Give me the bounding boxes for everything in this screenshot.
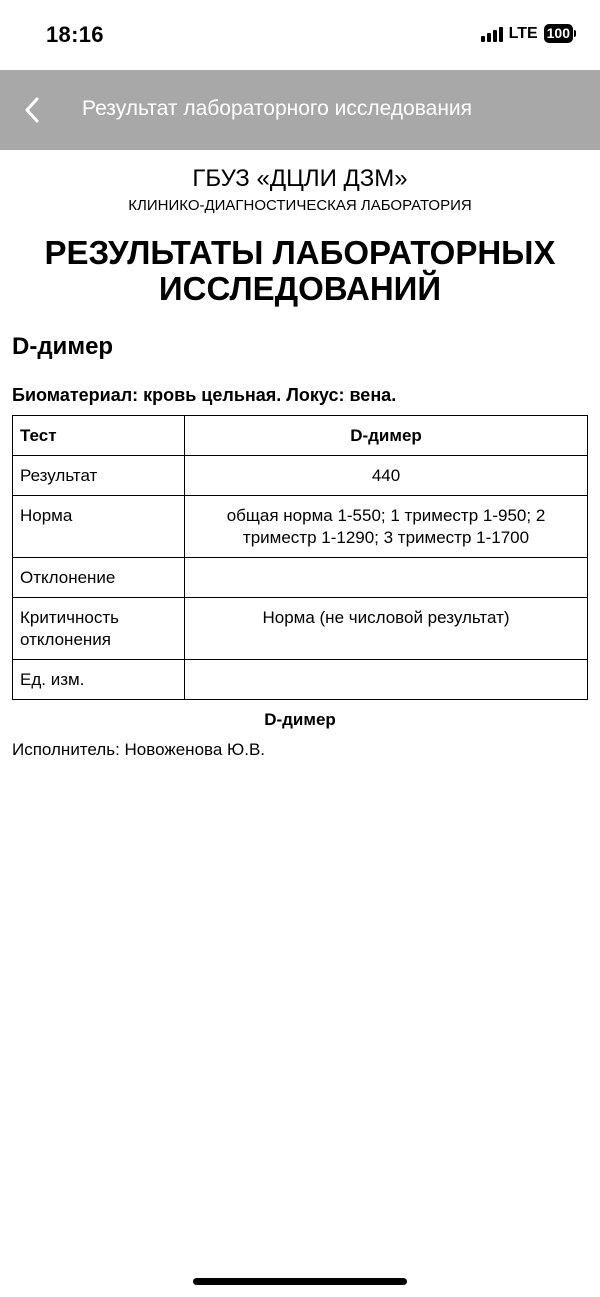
row-value-deviation (185, 558, 588, 598)
row-label-norm: Норма (13, 496, 185, 558)
table-header-row (13, 416, 588, 456)
results-table (12, 415, 588, 700)
signal-bars-icon (481, 26, 503, 42)
row-value-norm: общая норма 1-550; 1 триместр 1-950; 2 триместр 1-1290; 3 триместр 1-1700 (185, 496, 588, 558)
org-name: ГБУЗ «ДЦЛИ ДЗМ» (192, 165, 408, 192)
status-indicators (481, 24, 576, 43)
table-row (13, 558, 588, 598)
row-label-criticality: Критичность отклонения (13, 598, 185, 660)
table-header-value: D-димер (185, 416, 588, 456)
page-title: Результат лабораторного исследования (82, 97, 473, 120)
network-type: LTE (508, 24, 538, 42)
table-header-label: Тест (13, 416, 185, 456)
table-row (13, 660, 588, 700)
lab-report (12, 150, 588, 761)
table-row (13, 496, 588, 558)
test-heading: D-димер (12, 333, 114, 360)
row-label-unit: Ед. изм. (13, 660, 185, 700)
biomaterial-info: Биоматериал: кровь цельная. Локус: вена. (12, 385, 397, 405)
row-label-result: Результат (13, 456, 185, 496)
row-value-criticality: Норма (не числовой результат) (185, 598, 588, 660)
home-indicator[interactable] (193, 1278, 407, 1285)
table-caption: D-димер (264, 710, 336, 729)
table-row (13, 456, 588, 496)
status-time: 18:16 (46, 22, 104, 47)
executor: Исполнитель: Новоженова Ю.В. (12, 740, 265, 759)
chevron-left-icon (24, 97, 40, 123)
row-value-result: 440 (185, 456, 588, 496)
row-value-unit (185, 660, 588, 700)
report-title: РЕЗУЛЬТАТЫ ЛАБОРАТОРНЫХ ИССЛЕДОВАНИЙ (44, 234, 556, 307)
back-button[interactable] (14, 90, 50, 130)
org-subtitle: КЛИНИКО-ДИАГНОСТИЧЕСКАЯ ЛАБОРАТОРИЯ (128, 197, 472, 214)
status-bar (0, 0, 600, 70)
table-row (13, 598, 588, 660)
battery-icon (544, 24, 576, 43)
row-label-deviation: Отклонение (13, 558, 185, 598)
battery-level: 100 (544, 24, 573, 43)
app-bar (0, 70, 600, 150)
